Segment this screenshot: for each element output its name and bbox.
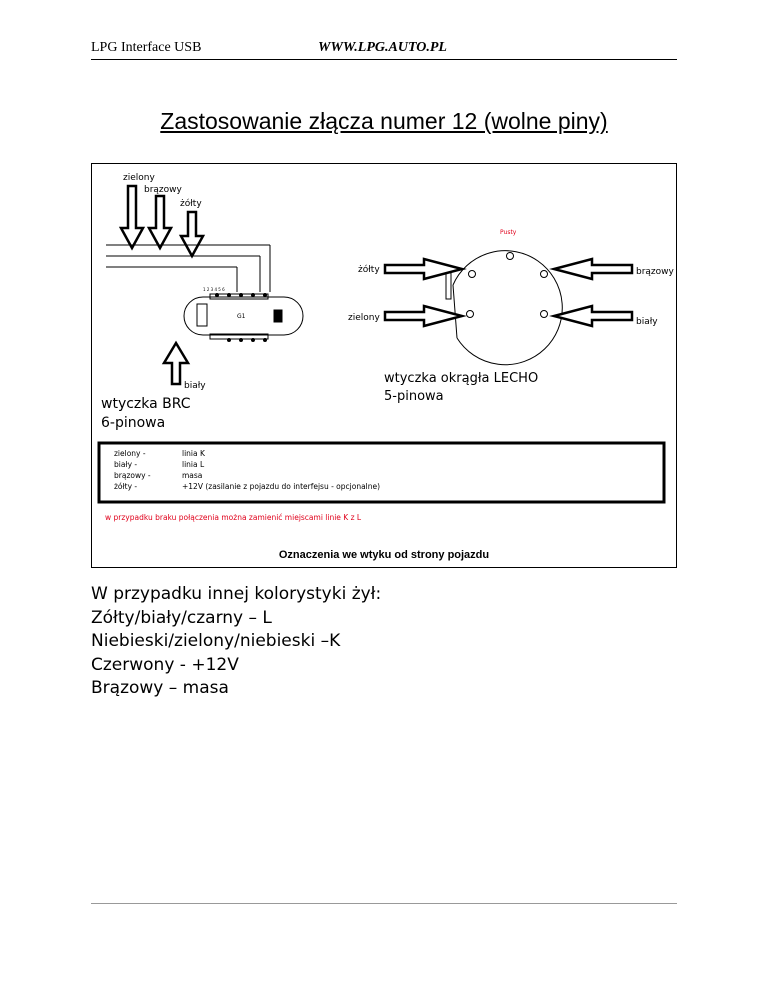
- lecho-connector-outline: [453, 251, 562, 365]
- brc-wire-label-green: zielony: [123, 173, 155, 183]
- legend-meaning: +12V (zasilanie z pojazdu do interfejsu - opcjonalne): [182, 482, 381, 491]
- legend-color: zielony -: [114, 449, 146, 458]
- footer-divider: [91, 903, 677, 904]
- brc-bottom-label: biały: [184, 381, 206, 391]
- legend-meaning: masa: [182, 471, 203, 480]
- wiring-figure: [91, 163, 677, 568]
- legend-meaning: linia K: [182, 449, 205, 458]
- arrow-down-icon: [121, 186, 143, 248]
- legend-meaning: linia L: [182, 460, 205, 469]
- lecho-name-line1: wtyczka okrągła LECHO: [384, 371, 539, 386]
- body-line: Brązowy – masa: [91, 678, 229, 698]
- wiring-diagram: [92, 164, 676, 567]
- page-title: Zastosowanie złącza numer 12 (wolne piny): [160, 108, 608, 134]
- svg-text:1 2 3 4 5 6: 1 2 3 4 5 6: [203, 287, 225, 292]
- legend-color: żółty -: [114, 482, 138, 491]
- body-line: Zółty/biały/czarny – L: [91, 607, 272, 628]
- brc-wires: [106, 245, 270, 292]
- lecho-pins: [467, 253, 548, 318]
- body-line: Niebieski/zielony/niebieski –K: [91, 631, 341, 651]
- legend-note: w przypadku braku połączenia można zamienić miejscami linie K z L: [105, 513, 362, 522]
- header-divider: [91, 59, 677, 60]
- brc-wire-label-yellow: żółty: [180, 199, 202, 209]
- arrow-down-icon: [149, 196, 171, 248]
- arrow-down-icon: [181, 212, 203, 256]
- lecho-right-label-white: biały: [636, 317, 658, 327]
- legend-color: brązowy -: [114, 471, 151, 480]
- arrow-up-icon: [164, 343, 188, 384]
- lecho-left-label-yellow: żółty: [358, 265, 380, 275]
- body-line: W przypadku innej kolorystyki żył:: [91, 584, 382, 604]
- lecho-right-arrows: [554, 259, 632, 326]
- brc-wire-label-brown: brązowy: [144, 185, 182, 195]
- arrow-right-icon: [385, 306, 462, 326]
- brc-chip-label: G1: [237, 313, 246, 320]
- brc-name-line1: wtyczka BRC: [101, 396, 191, 412]
- lecho-key: [446, 273, 451, 299]
- arrow-left-icon: [554, 306, 632, 326]
- arrow-left-icon: [554, 259, 632, 279]
- body-text: [91, 583, 381, 701]
- lecho-left-label-green: zielony: [348, 313, 380, 323]
- header-website[interactable]: WWW.LPG.AUTO.PL: [318, 40, 447, 55]
- figure-caption: Oznaczenia we wtyku od strony pojazdu: [278, 549, 490, 561]
- lecho-right-label-brown: brązowy: [636, 267, 674, 277]
- legend-color: biały -: [114, 460, 138, 469]
- body-line: Czerwony - +12V: [91, 654, 239, 675]
- lecho-name-line2: 5-pinowa: [384, 389, 444, 404]
- header-doc-title: LPG Interface USB: [91, 40, 202, 55]
- lecho-top-label: Pusty: [500, 229, 517, 236]
- brc-name-line2: 6-pinowa: [101, 415, 166, 431]
